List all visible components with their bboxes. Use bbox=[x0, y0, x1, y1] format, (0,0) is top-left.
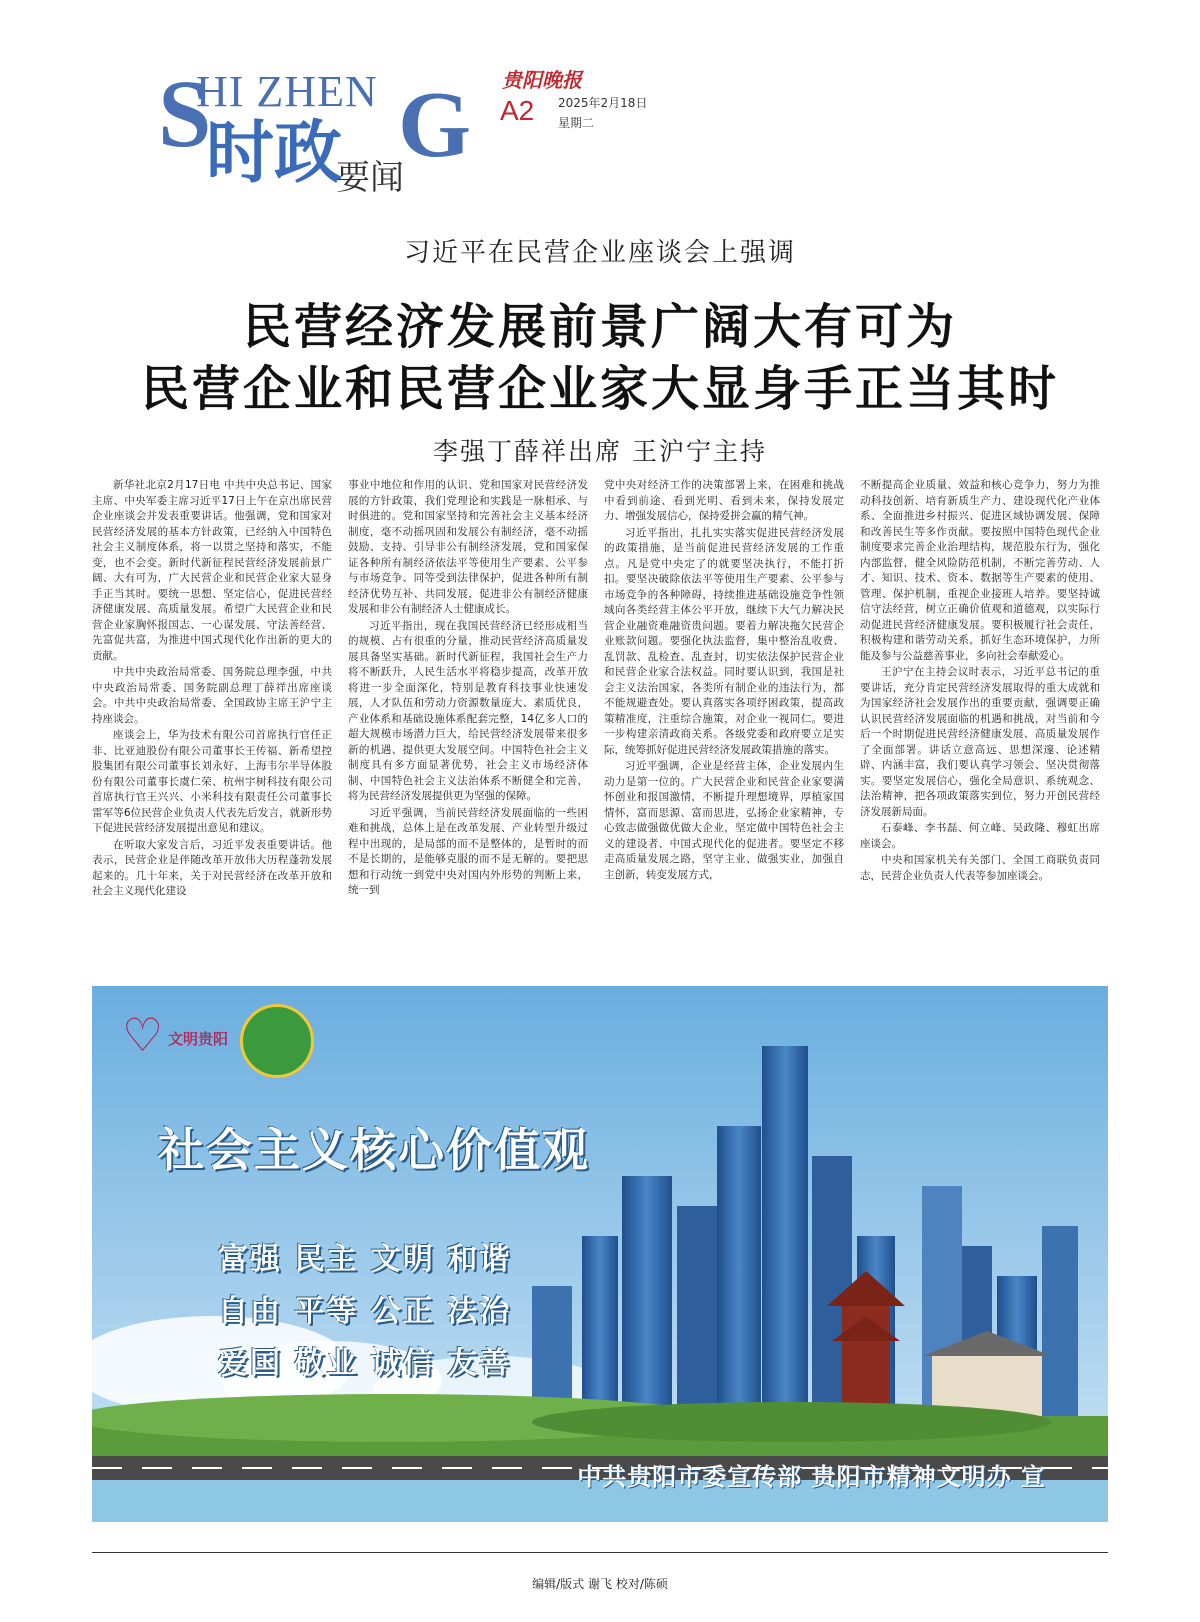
headline-line-2: 民营企业和民营企业家大显身手正当其时 bbox=[140, 361, 1059, 417]
masthead-letter-g: G bbox=[398, 73, 472, 177]
values-row-3: 爱国 敬业 诚信 友善 bbox=[218, 1346, 512, 1381]
paragraph: 事业中地位和作用的认识、党和国家对民营经济发展的方针政策，我们党理论和实践是一脉相承、与时俱进的。党和国家坚持和完善社会主义基本经济制度，毫不动摇巩固和发展公有制经济，毫不动摇鼓励、支持、引导非公有制经济发展，党和国家保证各种所有制经济依法平等使用生产要素、公平参与市场竞争、同等受到法律保护，促进各种所有制经济优势互补、共同发展，促进非公有制经济健康发展和非公有制经济人士健康成长。 bbox=[348, 479, 588, 615]
paragraph: 习近平强调，企业是经营主体，企业发展内生动力是第一位的。广大民营企业和民营企业家要满怀创业和报国激情，不断提升理想境界，厚植家国情怀，富而思源、富而思进，弘扬企业家精神，专心致志做强做优做大企业，坚定做中国特色社会主义的建设者、中国式现代化的促进者。要坚定不移走高质量发展之路，坚守主业、做强实业，加强自主创新，转变发展方式， bbox=[604, 760, 844, 881]
article-column-4 bbox=[860, 478, 1100, 956]
paragraph: 习近平强调，当前民营经济发展面临的一些困难和挑战，总体上是在改革发展、产业转型升级过程中出现的，是局部的而不是整体的，是暂时的而不是长期的，是能够克服的而不是无解的。要把思想和行动统一到党中央对国内外形势的判断上来，统一到 bbox=[348, 806, 588, 896]
article-column-1 bbox=[92, 478, 332, 956]
issue-weekday: 星期二 bbox=[558, 116, 595, 130]
paragraph: 座谈会上，华为技术有限公司首席执行官任正非、比亚迪股份有限公司董事长王传福、新希望控股集团有限公司董事长刘永好、上海韦尔半导体股份有限公司董事长虞仁荣、杭州宇树科技有限公司首席执行官王兴兴、小米科技有限责任公司董事长雷军等6位民营企业负责人代表先后发言，就新形势下促进民营经济发展提出意见和建议。 bbox=[92, 729, 332, 834]
paper-name: 贵阳晚报 bbox=[502, 68, 582, 92]
paragraph: 新华社北京2月17日电 中共中央总书记、国家主席、中央军委主席习近平17日上午在京出席民营企业座谈会并发表重要讲话。他强调，党和国家对民营经济发展的基本方针政策，已经纳入中国特色社会主义制度体系，将一以贯之坚持和落实，不能变，也不会变。新时代新征程民营经济发展前景广阔、大有可为，广大民营企业和民营企业家大显身手正当其时。要统一思想、坚定信心，促进民营经济健康发展、高质量发展。希望广大民营企业和民营企业家胸怀报国志、一心谋发展、守法善经营、先富促共富，为推进中国式现代化作出新的更大的贡献。 bbox=[92, 479, 332, 662]
values-row-2: 自由 平等 公正 法治 bbox=[218, 1294, 512, 1329]
paragraph: 王沪宁在主持会议时表示，习近平总书记的重要讲话，充分肯定民营经济发展取得的重大成就和为国家经济社会发展作出的重要贡献，强调要正确认识民营经济发展面临的机遇和挑战，对当前和今后一个时期促进民营经济健康发展、高质量发展作了全面部署。讲话立意高远、思想深邃、论述精辟、内涵丰富，我们要认真学习领会、坚决贯彻落实。要坚定发展信心，强化全局意识、系统观念、法治精神，把各项政策落实到位，努力开创民营经济发展新局面。 bbox=[860, 666, 1100, 818]
paragraph: 不断提高企业质量、效益和核心竞争力，努力为推动科技创新、培育新质生产力、建设现代化产业体系、全面推进乡村振兴、促进区域协调发展、保障和改善民生等多作贡献。要按照中国特色现代企业制度要求完善企业治理结构，规范股东行为，强化内部监督，健全风险防范机制，不断完善劳动、人才、知识、技术、资本、数据等生产要素的使用、管理、保护机制，重视企业接班人培养。要坚持诚信守法经营，树立正确价值观和道德观，以实际行动促进民营经济健康发展。要积极履行社会责任，积极构建和谐劳动关系，抓好生态环境保护，力所能及参与公益慈善事业，多向社会奉献爱心。 bbox=[860, 479, 1100, 662]
editor-credits: 编辑/版式 谢飞 校对/陈硕 bbox=[532, 1577, 668, 1591]
paragraph: 习近平指出，现在我国民营经济已经形成相当的规模、占有很重的分量，推动民营经济高质量发展具备坚实基础。新时代新征程，我国社会生产力将不断跃升，人民生活水平将稳步提高，改革开放将进一步全面深化，特别是教育科技事业快速发展，人才队伍和劳动力资源数量庞大、素质优良，产业体系和基础设施体系配套完整，14亿多人口的超大规模市场潜力巨大，给民营经济发展带来很多新的机遇、提供更大发展空间。中国特色社会主义制度具有多方面显著优势，社会主义市场经济体制、中国特色社会主义法治体系不断健全和完善，将为民营经济发展提供更为坚强的保障。 bbox=[348, 619, 588, 802]
poster-title: 社会主义核心价值观 bbox=[158, 1123, 590, 1177]
civilization-logo-text: 文明贵阳 bbox=[168, 1030, 229, 1048]
page-number: A2 bbox=[500, 95, 535, 126]
emblem-icon bbox=[240, 1004, 314, 1078]
section-title: 时政 bbox=[206, 114, 343, 193]
subsection-title: 要闻 bbox=[336, 158, 404, 198]
paragraph: 习近平指出，扎扎实实落实促进民营经济发展的政策措施，是当前促进民营经济发展的工作重点。凡是党中央定了的就要坚决执行，不能打折扣。要坚决破除依法平等使用生产要素、公平参与市场竞争的各种障碍，持续推进基础设施竞争性领域向各类经营主体公平开放，继续下大气力解决民营企业融资难融资贵问题。要着力解决拖欠民营企业账款问题。要强化执法监督，集中整治乱收费、乱罚款、乱检查、乱查封，切实依法保护民营企业和民营企业家合法权益。同时要认识到，我国是社会主义法治国家，各类所有制企业的违法行为，都不能规避查处。要认真落实各项纾困政策，提高政策精准度，注重综合施策，对企业一视同仁。要进一步构建亲清政商关系。各级党委和政府要立足实际，统筹抓好促进民营经济发展政策措施的落实。 bbox=[604, 526, 844, 756]
paragraph: 中共中央政治局常委、国务院总理李强，中共中央政治局常委、国务院副总理丁薛祥出席座谈会。中共中央政治局常委、全国政协主席王沪宁主持座谈会。 bbox=[92, 666, 332, 725]
poster-sponsor: 中共贵阳市委宣传部 贵阳市精神文明办 宣 bbox=[577, 1463, 1046, 1491]
article-column-2 bbox=[348, 478, 588, 956]
article-column-3 bbox=[604, 478, 844, 956]
masthead-pinyin: HI ZHEN bbox=[196, 67, 378, 116]
paragraph: 在听取大家发言后，习近平发表重要讲话。他表示，民营企业是伴随改革开放伟大历程蓬勃发展起来的。几十年来，关于对民营经济在改革开放和社会主义现代化建设 bbox=[92, 838, 332, 897]
headline-line-1: 民营经济发展前景广阔大有可为 bbox=[242, 299, 957, 355]
paragraph: 石泰峰、李书磊、何立峰、吴政隆、穆虹出席座谈会。 bbox=[860, 822, 1100, 850]
issue-date: 2025年2月18日 bbox=[558, 96, 648, 110]
article-body bbox=[92, 478, 1108, 956]
masthead bbox=[150, 58, 710, 208]
footer-divider bbox=[92, 1552, 1108, 1553]
paragraph: 中央和国家机关有关部门、全国工商联负责同志，民营企业负责人代表等参加座谈会。 bbox=[860, 854, 1100, 882]
article-subhead: 李强丁薛祥出席 王沪宁主持 bbox=[433, 437, 767, 466]
article-kicker: 习近平在民营企业座谈会上强调 bbox=[403, 238, 796, 268]
values-row-1: 富强 民主 文明 和谐 bbox=[218, 1242, 512, 1277]
core-values-poster bbox=[92, 986, 1108, 1522]
paragraph: 党中央对经济工作的决策部署上来，在困难和挑战中看到前途、看到光明、看到未来，保持发展定力、增强发展信心，保持爱拼会赢的精气神。 bbox=[604, 479, 844, 522]
masthead-letter-s: S bbox=[158, 60, 212, 167]
civilization-logo-icon: ♡ bbox=[122, 1008, 164, 1062]
